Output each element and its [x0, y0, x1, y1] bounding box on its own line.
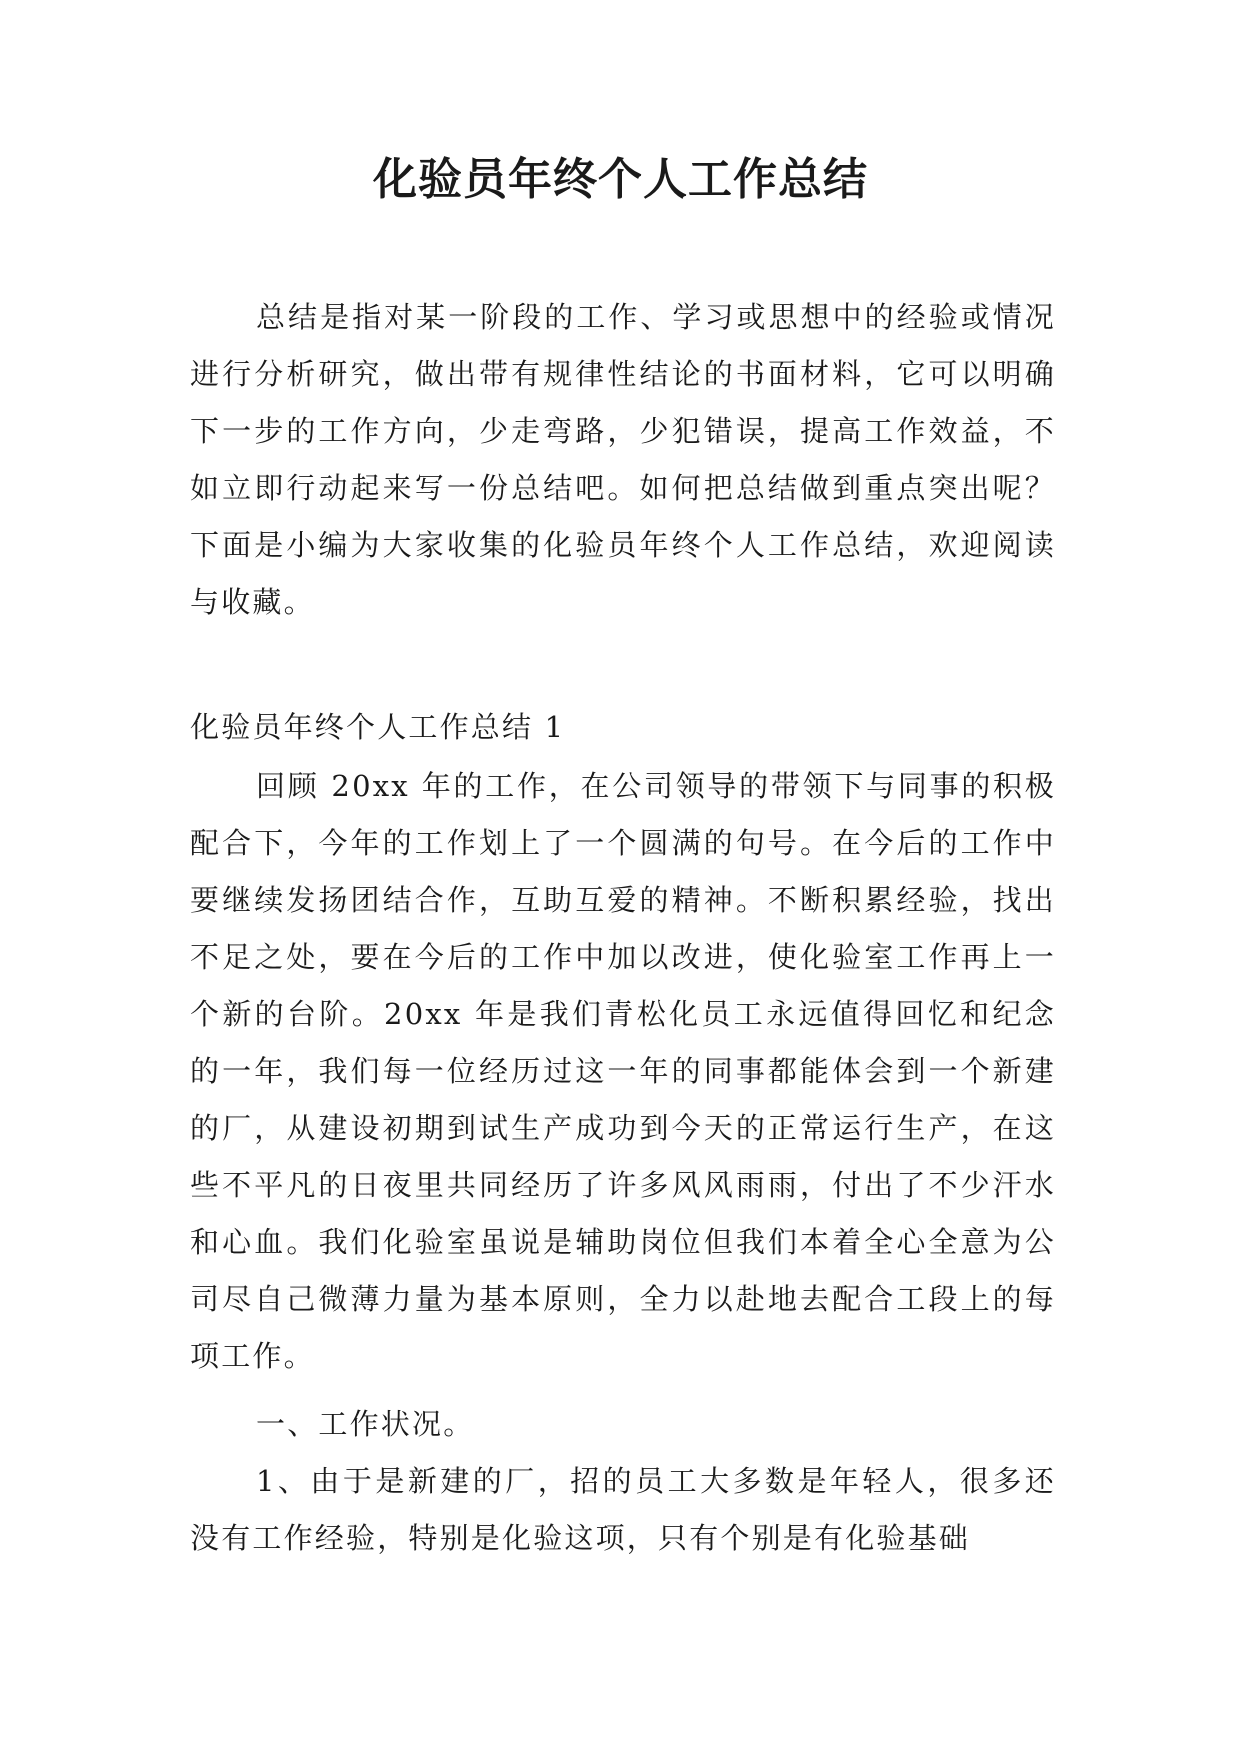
document-title: 化验员年终个人工作总结 — [373, 154, 868, 205]
section-subtitle: 化验员年终个人工作总结 1 — [190, 710, 566, 744]
review-paragraph: 回顾 20xx 年的工作，在公司领导的带领下与同事的积极配合下，今年的工作划上了一个圆满的句号。在今后的工作中要继续发扬团结合作，互助互爱的精神。不断积累经验，找出不足之处，要在今后的工作中加以改进，使化验室工作再上一个新的台阶。20xx 年是我们青松化员工永远值得回忆和纪念的一年，我们每一位经历过这一年的同事都能体会到一个新建的厂，从建设初期到试生产成功到今天的正常运行生产，在这些不平凡的日夜里共同经历了许多风风雨雨，付出了不少汗水和心血。我们化验室虽说是辅助岗位但我们本着全心全意为公司尽自己微薄力量为基本原则，全力以赴地去配合工段上的每项工作。 — [190, 769, 1056, 1373]
list-item-paragraph: 1、由于是新建的厂，招的员工大多数是年轻人，很多还没有工作经验，特别是化验这项，只有个别是有化验基础 — [190, 1464, 1056, 1555]
intro-paragraph: 总结是指对某一阶段的工作、学习或思想中的经验或情况进行分析研究，做出带有规律性结论的书面材料，它可以明确下一步的工作方向，少走弯路，少犯错误，提高工作效益，不如立即行动起来写一份总结吧。如何把总结做到重点突出呢？下面是小编为大家收集的化验员年终个人工作总结，欢迎阅读与收藏。 — [190, 300, 1056, 619]
section-heading: 一、工作状况。 — [256, 1407, 475, 1441]
